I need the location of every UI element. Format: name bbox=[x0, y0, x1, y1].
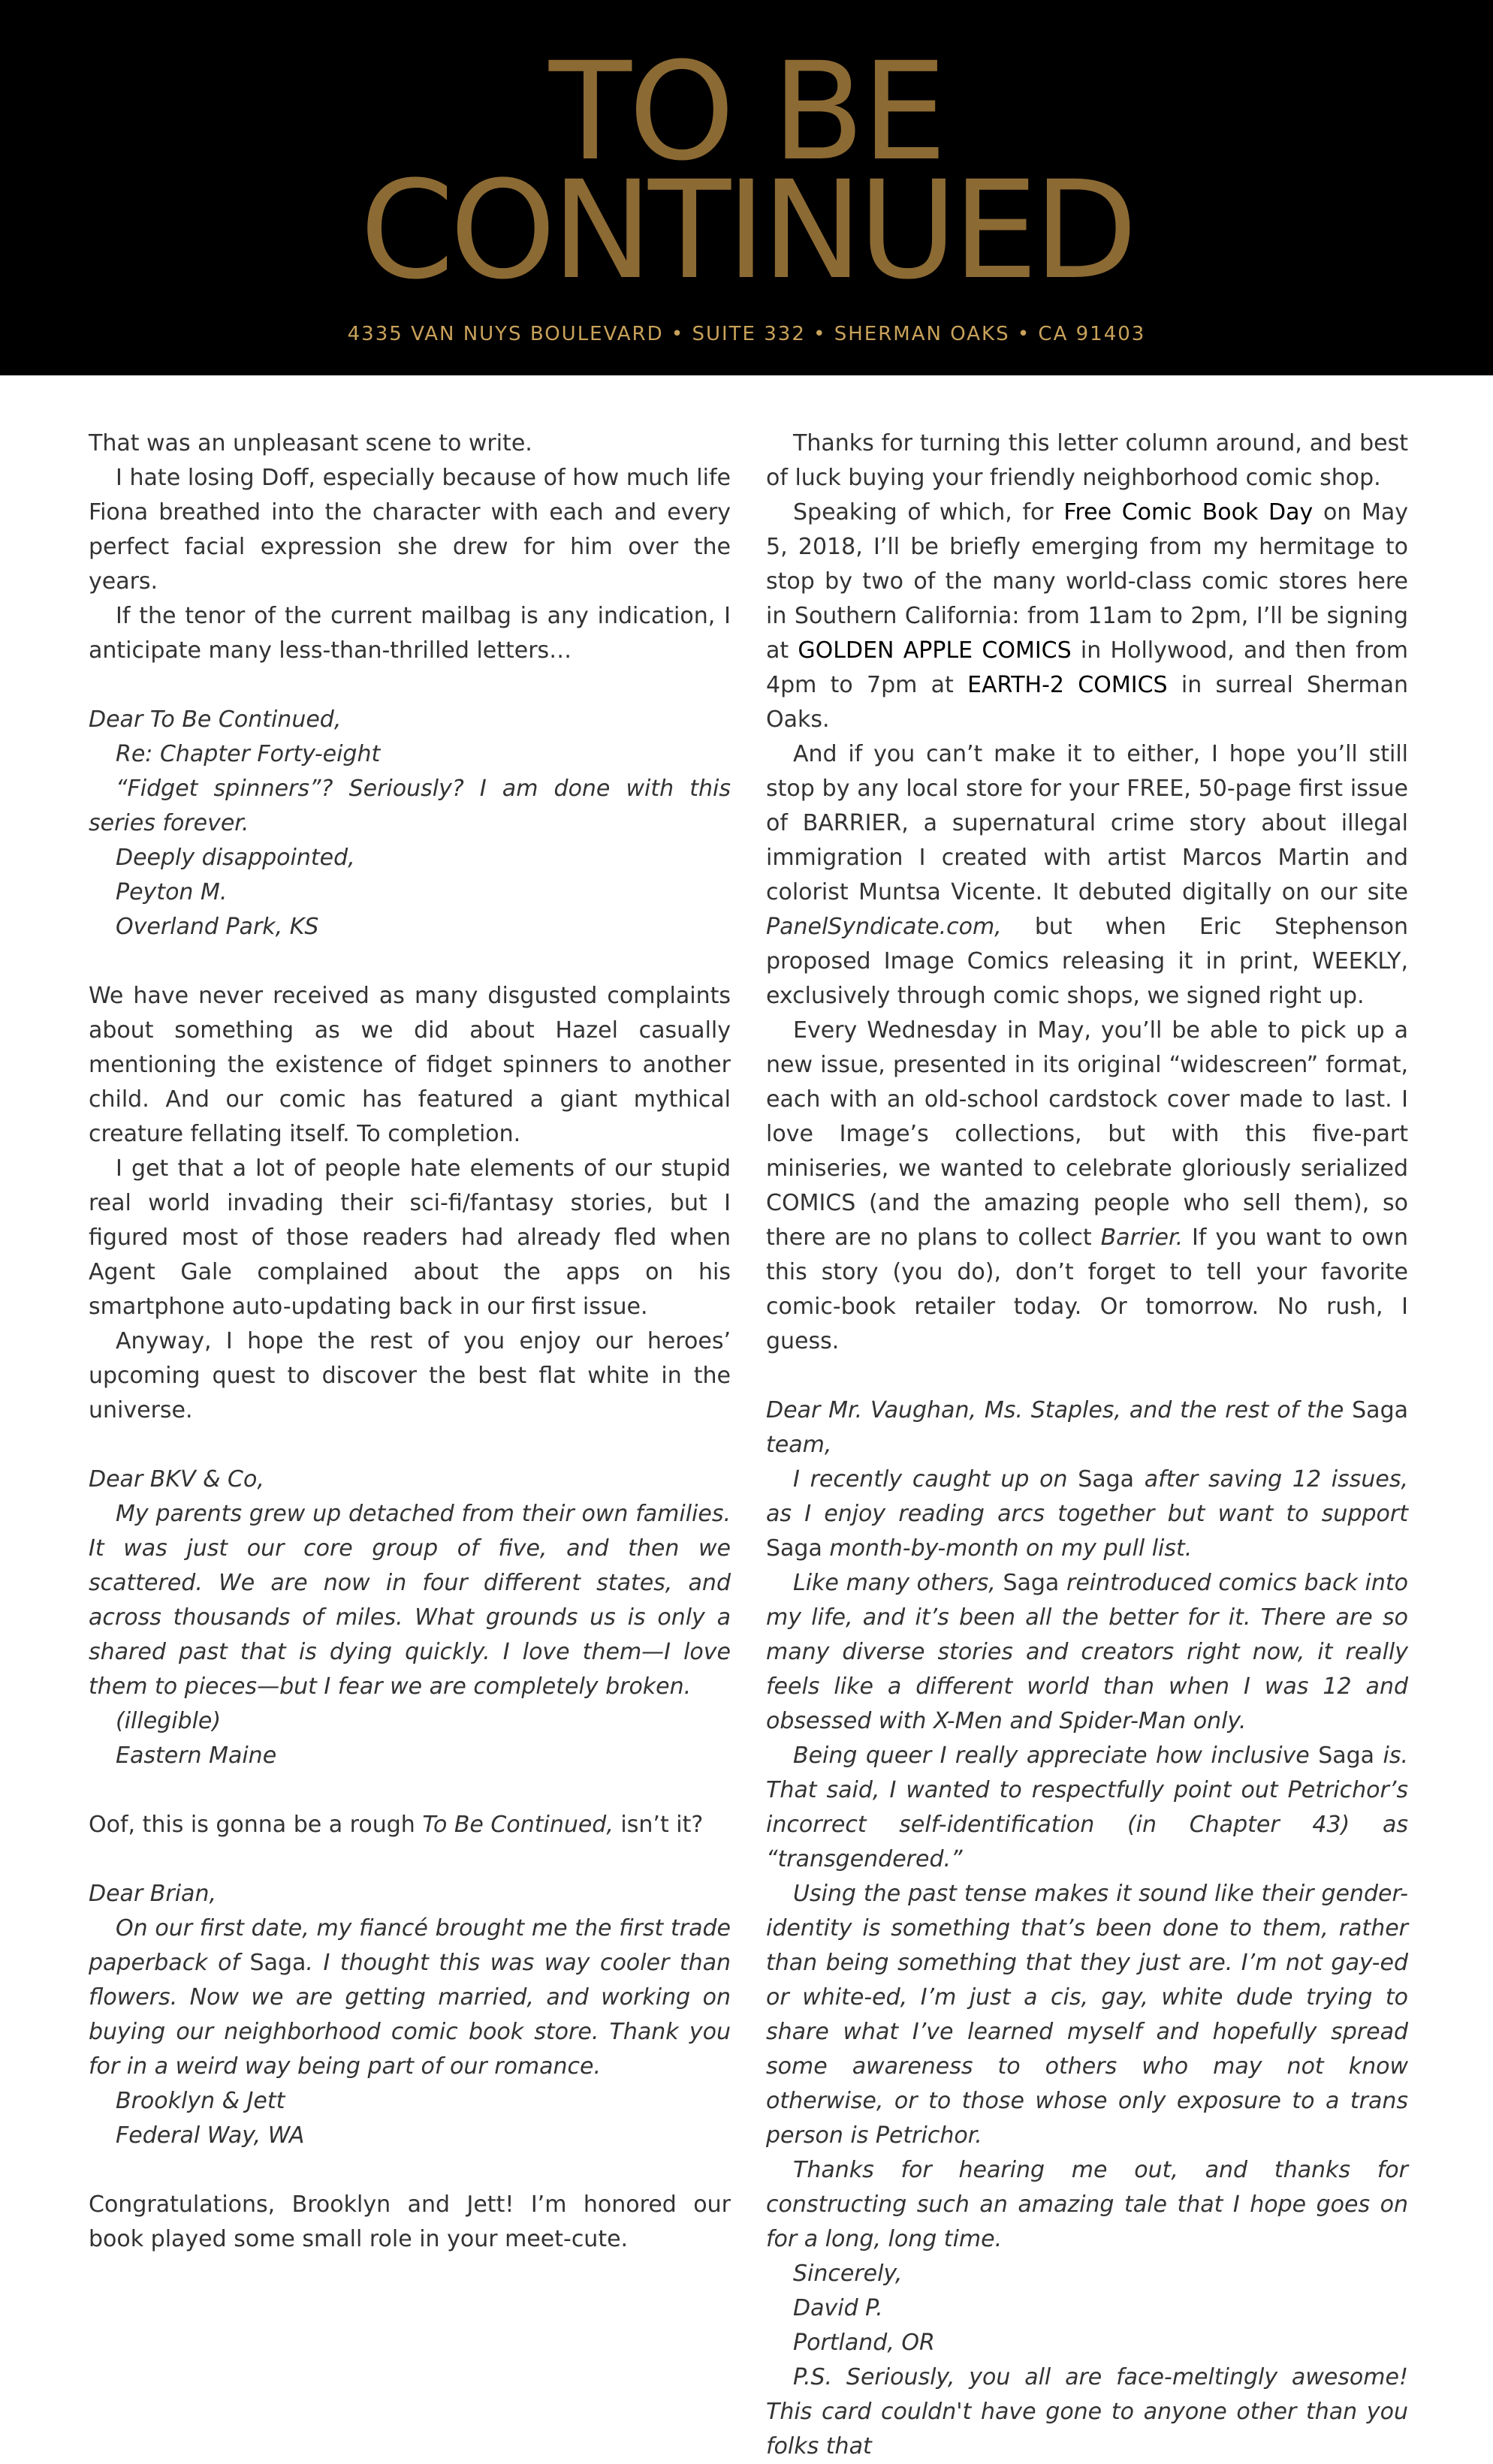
editor-intro: That was an unpleasant scene to write. bbox=[89, 430, 532, 456]
letter-body: Like many others, Saga reintroduced comics back into my life, and it’s been all the better for it. There are so many diverse stories and creators right now, it really feels like a different world than when I was 12 and obsessed with X-Men and Spider-Man only. bbox=[766, 1570, 1409, 1734]
letter-body: On our first date, my fiancé brought me the first trade paperback of Saga. I thought this was way cooler than flowers. Now we are getting married, and working on buying our neighborhood comic book store. Thank you for in a weird way being part of our romance. bbox=[89, 1915, 731, 2080]
editor-reply: I get that a lot of people hate elements of our stupid real world invading their sci-fi/fantasy stories, but I figured most of those readers had already fled when Agent Gale complained about the apps on his smartphone auto-updating back in our first issue. bbox=[89, 1155, 731, 1320]
letter-location: Eastern Maine bbox=[116, 1743, 277, 1769]
letter-location: Portland, OR bbox=[793, 2330, 935, 2356]
editor-reply: Anyway, I hope the rest of you enjoy our heroes’ upcoming quest to discover the best flat white in the universe. bbox=[89, 1328, 731, 1423]
left-column bbox=[89, 426, 731, 2257]
letter-salutation: Dear BKV & Co, bbox=[89, 1466, 264, 1493]
letter-body: Using the past tense makes it sound like their gender-identity is something that’s been done to them, rather than being something that they just are. I’m not gay-ed or white-ed, I’m just a cis, gay, white dude trying to share what I’ve learned myself and hopefully spread some awareness to others who may not know otherwise, or to those whose only exposure to a trans person is Petrichor. bbox=[766, 1881, 1408, 2149]
letter-salutation: Dear To Be Continued, bbox=[89, 706, 342, 733]
masthead-title-line2: CONTINUED bbox=[360, 152, 1133, 309]
editor-reply: Congratulations, Brooklyn and Jett! I’m honored our book played some small role in your meet-cute. bbox=[89, 2191, 731, 2252]
editor-paragraph: I hate losing Doff, especially because of how much life Fiona breathed into the character with each and every perfect facial expression she drew for him over the years. bbox=[89, 465, 731, 595]
editor-reply: Oof, this is gonna be a rough To Be Continued, isn’t it? bbox=[89, 1812, 704, 1838]
letter-body: Being queer I really appreciate how inclusive Saga is. That said, I wanted to respectfully point out Petrichor’s incorrect self-identification (in Chapter 43) as “transgendered.” bbox=[766, 1743, 1408, 1872]
letter-author: Peyton M. bbox=[116, 879, 228, 905]
letter-salutation: Dear Brian, bbox=[89, 1881, 216, 1907]
masthead bbox=[0, 0, 1493, 375]
editor-paragraph: If the tenor of the current mailbag is any indication, I anticipate many less-than-thrilled letters… bbox=[89, 603, 731, 664]
letter-author: Brooklyn & Jett bbox=[116, 2088, 285, 2114]
editor-paragraph: Thanks for turning this letter column around, and best of luck buying your friendly neighborhood comic shop. bbox=[766, 430, 1408, 491]
letter-author: David P. bbox=[793, 2295, 883, 2321]
letter-body: My parents grew up detached from their own families. It was just our core group of five, and then we scattered. We are now in four different states, and across thousands of miles. What grounds us is only a shared past that is dying quickly. I love them—I love them to pieces—but I fear we are completely broken. bbox=[89, 1501, 731, 1700]
editor-paragraph: Speaking of which, for Free Comic Book Day on May 5, 2018, I’ll be briefly emerging from my hermitage to stop by two of the many world-class comic stores here in Southern California: from 11am to 2pm, I’ll be signing at GOLDEN APPLE COMICS in Hollywood, and then from 4pm to 7pm at EARTH-2 COMICS in surreal Sherman Oaks. bbox=[766, 499, 1408, 733]
letter-postscript: P.S. Seriously, you all are face-meltingly awesome! This card couldn't have gone to anyone other than you folks that bbox=[766, 2364, 1408, 2459]
letter-salutation: Dear Mr. Vaughan, Ms. Staples, and the rest of the Saga team, bbox=[766, 1397, 1408, 1458]
letter-signoff: Sincerely, bbox=[793, 2261, 903, 2287]
letter-signoff: Deeply disappointed, bbox=[116, 845, 355, 871]
letter-author: (illegible) bbox=[116, 1708, 222, 1734]
letter-subject: Re: Chapter Forty-eight bbox=[116, 741, 381, 767]
letter-body: I recently caught up on Saga after saving 12 issues, as I enjoy reading arcs together but want to support Saga month-by-month on my pull list. bbox=[766, 1466, 1408, 1562]
masthead-address: 4335 VAN NUYS BOULEVARD • SUITE 332 • SHERMAN OAKS • CA 91403 bbox=[347, 323, 1146, 345]
letter-body: Thanks for hearing me out, and thanks for constructing such an amazing tale that I hope goes on for a long, long time. bbox=[766, 2157, 1408, 2252]
masthead-title-line1: TO BE bbox=[548, 34, 945, 191]
letter-location: Overland Park, KS bbox=[116, 914, 319, 940]
right-column bbox=[766, 426, 1408, 2464]
letter-location: Federal Way, WA bbox=[116, 2122, 305, 2149]
editor-paragraph: And if you can’t make it to either, I hope you’ll still stop by any local store for your FREE, 50-page first issue of BARRIER, a supernatural crime story about illegal immigration I created with artist Marcos Martin and colorist Muntsa Vicente. It debuted digitally on our site PanelSyndicate.com, but when Eric Stephenson proposed Image Comics releasing it in print, WEEKLY, exclusively through comic shops, we signed right up. bbox=[766, 741, 1408, 1009]
editor-reply: We have never received as many disgusted complaints about something as we did about Hazel casually mentioning the existence of fidget spinners to another child. And our comic has featured a giant mythical creature fellating itself. To completion. bbox=[89, 983, 731, 1147]
letter-body: “Fidget spinners”? Seriously? I am done with this series forever. bbox=[89, 776, 731, 836]
editor-paragraph: Every Wednesday in May, you’ll be able to pick up a new issue, presented in its original “widescreen” format, each with an old-school cardstock cover made to last. I love Image’s collections, but with this five-part miniseries, we wanted to celebrate gloriously serialized COMICS (and the amazing people who sell them), so there are no plans to collect Barrier. If you want to own this story (you do), don’t forget to tell your favorite comic-book retailer today. Or tomorrow. No rush, I guess. bbox=[766, 1017, 1408, 1354]
